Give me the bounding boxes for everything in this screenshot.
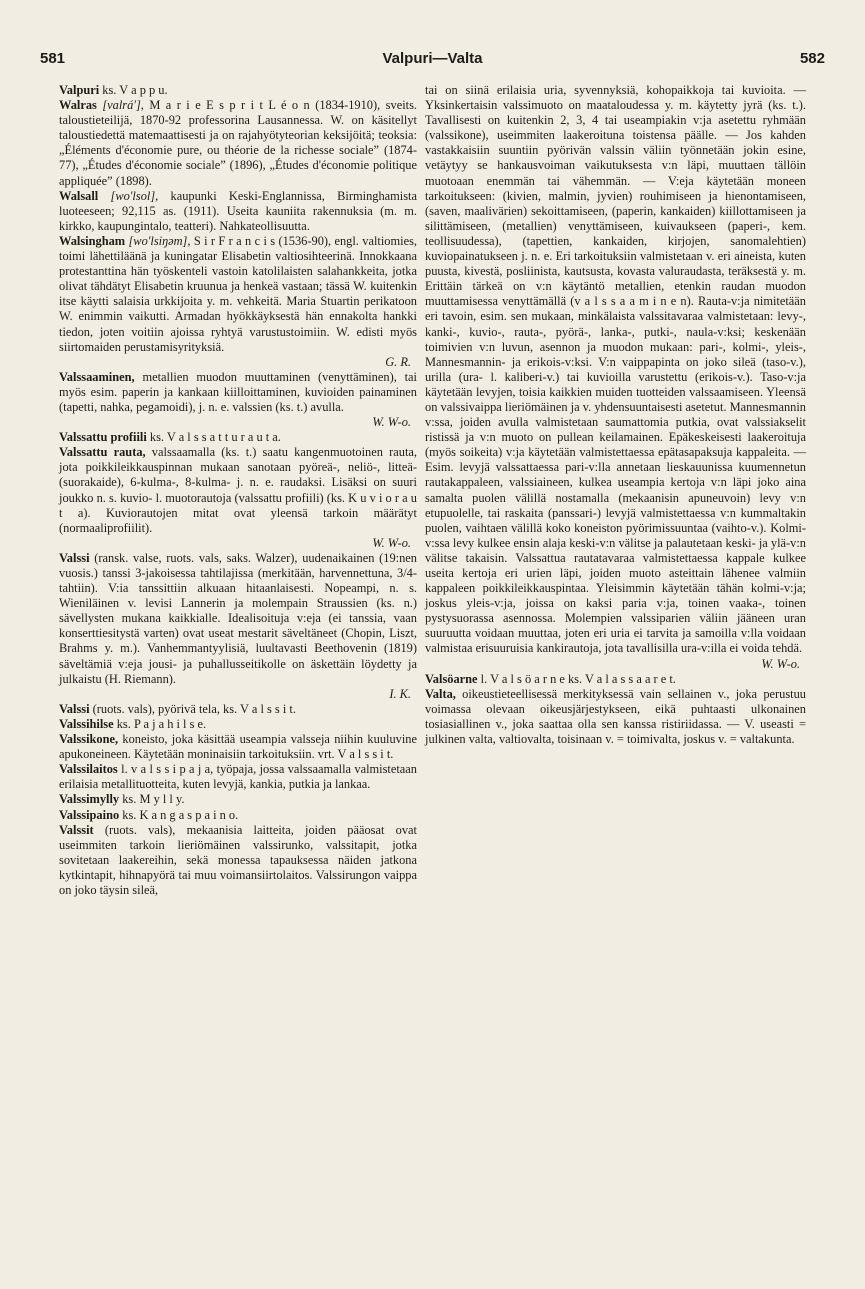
entry-headword: Valssattu profiili bbox=[59, 430, 147, 445]
entry-headword: Valssihilse bbox=[59, 716, 114, 731]
entry-text: metallien muodon muuttaminen (venyttäminen), tai myös esim. paperin ja kankaan kiilloittaminen, kuvioiden painaminen (tapetti, nahka, pegamoidi), j. n. e. valssien (ks. t.) avulla. bbox=[59, 369, 417, 414]
entry-text: ks. V a p p u. bbox=[99, 83, 168, 97]
page-number-left: 581 bbox=[40, 50, 66, 67]
entry-headword: Valssi bbox=[59, 550, 90, 565]
entry-author-signature: I. K. bbox=[389, 686, 411, 701]
encyclopedia-entry bbox=[59, 717, 417, 732]
entry-headword: Valssikone, bbox=[59, 732, 119, 747]
page-number-right: 582 bbox=[799, 50, 825, 67]
entry-text: l. V a l s ö a r n e ks. V a l a s s a a r e t. bbox=[477, 671, 676, 686]
entry-headword: Valssattu rauta, bbox=[59, 445, 146, 460]
encyclopedia-entry bbox=[59, 445, 417, 551]
entry-text: valssaamalla (ks. t.) saatu kangenmuotoinen rauta, jota poikkileikkauspinnan mukaan sanotaan pyöreä-, neliö-, litteä- (suorakaide), 6-kulma-, 8-kulma- j. n. e. raudaksi. Lisäksi on suuri joukko n. s. kuvio- l. muotorautoja (valssattu profiili) (ks. K u v i o r a u t a). Kuviorautojen mitat ovat yleensä tarkoin määrätyt (normaaliprofiilit). bbox=[59, 445, 417, 535]
entry-headword: Valpuri bbox=[59, 83, 100, 97]
entry-headword: Valssit bbox=[59, 822, 94, 837]
encyclopedia-entry bbox=[425, 687, 806, 747]
entry-text: ks. V a l s s a t t u r a u t a. bbox=[146, 430, 281, 445]
entry-headword: Valsöarne bbox=[425, 671, 478, 686]
encyclopedia-entry bbox=[59, 370, 417, 430]
encyclopedia-entry bbox=[59, 808, 417, 823]
entry-text: (ruots. vals), mekaanisia laitteita, joiden pääosat ovat useimmiten tarkoin lieriömäinen valssirunko, valssitapit, jotka sovitetaan laakereihin, sekä monessa tapauksessa näiden jatkona kytkintapit, hihnapyörä tai muu voimansiirtolaitos. Valssirungon vaippa on joko täysin sileä, bbox=[59, 822, 417, 897]
running-title: Valpuri—Valta bbox=[382, 50, 483, 67]
encyclopedia-entry bbox=[59, 823, 417, 898]
left-column bbox=[59, 83, 417, 898]
entry-headword: Valssaaminen, bbox=[59, 369, 135, 384]
encyclopedia-entry bbox=[59, 762, 417, 792]
entry-text: M a r i e E s p r i t L é o n (1834-1910), sveits. taloustieteilijä, 1870-92 professorina Lausannessa. W. on käsitellyt taloustiedettä matemaattisesti ja on rajahyötyteorian keksijöitä; teoksia: „Éléments d'économie pure, ou théorie de la richesse sociale” (1874-77), „Études d'économie sociale” (1896), „Études d'économie politique appliquée” (1898). bbox=[59, 98, 417, 188]
entry-headword: Valssilaitos bbox=[59, 762, 118, 777]
entry-pronunciation: [wo'lsol], bbox=[98, 188, 159, 203]
entry-headword: Valssipaino bbox=[59, 807, 120, 822]
encyclopedia-entry bbox=[425, 83, 806, 672]
entry-text: ks. P a j a h i l s e. bbox=[113, 716, 207, 731]
entry-headword: Valta, bbox=[425, 686, 456, 701]
encyclopedia-entry bbox=[59, 234, 417, 370]
entry-author-signature: W. W-o. bbox=[372, 535, 411, 550]
right-column bbox=[425, 83, 806, 747]
entry-text: ks. K a n g a s p a i n o. bbox=[119, 807, 239, 822]
encyclopedia-entry bbox=[59, 430, 417, 445]
entry-text: kaupunki Keski-Englannissa, Birminghamista luoteeseen; 92,115 as. (1911). Useita kauniita rakennuksia (m. m. kirkko, kaupungintalo, teatteri). Nahkateollisuutta. bbox=[59, 188, 417, 233]
entry-text: koneisto, joka käsittää useampia valsseja niihin kuuluvine apukoneineen. Käytetään moninaisiin tarkoituksiin. vrt. V a l s s i t. bbox=[59, 732, 417, 762]
entry-text: (ransk. valse, ruots. vals, saks. Walzer), uudenaikainen (19:nen vuosis.) tanssi 3-jakoisessa tahtilajissa (merkitään, harvennettuna, 3/4-tahtiin). V:ia tanssittiin alkuaan hitaanlaisesti. Nopeampi, n. s. Wieniläinen v. levisi Lannerin ja molempain Straussien (ks. n.) sävellysten mukana kaikkialle. Idealisoituja v:eja (ei tanssia, vaan konserttiesitystä varten) ovat useat mestarit säveltäneet (Chopin, Liszt, Brahms y. m.). Vanhemmantyylisiä, luultavasti Beethovenin (1819) säveltämiä v:eja jousi- ja puhallusseitikolle on äskettäin löydetty ja julkaistu (H. Riemann). bbox=[59, 550, 417, 686]
entry-headword: Valssimylly bbox=[59, 792, 120, 807]
entry-author-signature: W. W-o. bbox=[761, 656, 800, 671]
entry-text: oikeustieteellisessä merkityksessä vain sellainen v., joka perustuu voimassa olevaan oikeusjärjestykseen, eikä puhtaasti ulkonainen tosiasiallinen v., joka saattaa olla sen kanssa ristiriidassa. — V. useasti = julkinen valta, valtiovalta, toisinaan v. = toimivalta, joskus v. = valtakunta. bbox=[425, 686, 806, 747]
entry-author-signature: G. R. bbox=[385, 354, 411, 369]
encyclopedia-entry bbox=[59, 189, 417, 234]
entry-text: (ruots. vals), pyörivä tela, ks. V a l s s i t. bbox=[89, 701, 296, 716]
encyclopedia-entry bbox=[425, 672, 806, 687]
encyclopedia-entry bbox=[59, 732, 417, 762]
entry-text: S i r F r a n c i s (1536-90), engl. valtiomies, toimi lähettiläänä ja kuningatar Elisabetin valtiosihteerinä. Innokkaana protestanttina hän työskenteli vastoin katolilaisten salahankkeita, jotka olivat tähdätyt Elisabetin kruunua ja henkeä vastaan; tässä W. kuitenkin itse käytti salaisia urkkijoita y. m. vehkeitä. Maria Stuartin perikatoon W. enimmin vaikutti. Armadan hyökkäyksestä hän ennakolta hankki tiedon, joten voitiin ajoissa ryhtyä varustustoimiin. W. edisti myös siirtomaiden perustamisyrityksiä. bbox=[59, 233, 417, 354]
page-header bbox=[40, 50, 825, 74]
entry-text: tai on siinä erilaisia uria, syvennyksiä, kohopaikkoja tai kuvioita. — Yksinkertaisin valssimuoto on maataloudessa y. m. käytetty jyrä (ks. t.). Tavallisesti on kuitenkin 2, 3, 4 tai useampiakin v:ja asetettu ryhmään (valssikone), useimmiten laakeroituna toistensa päälle. — Jos kahden vastakkaisiin suuntiin pyörivän valssin väliin työnnetään jokin esine, vetäytyy se hankausvoiman vaikutuksesta v:n läpi, muuttaen tällöin muotoaan enemmän tai vähemmän. — V:eja käytetään moneen tarkoitukseen: (kivien, malmin, jyvien) rouhimiseen ja hienontamiseen, (saven, maalivärien) sekoittamiseen, (paperin, kankaiden) kiillottamiseen ja silittämiseen, (metallien) venyttämiseen, kuivaukseen (paperi-, kem. teollisuudessa), (tapettien, kankaiden, kirjojen, sanomalehtien) kuviopainatukseen j. n. e. Eri tarkoituksiin valmistetaan v. eri aineista, kuten puusta, kivestä, posliinista, kautsusta, kovasta valuraudasta, teräksestä y. m. Erittäin tärkeä on v:n käytäntö metallien, etenkin raudan muodon muuttamisessa venyttämällä (v a l s s a a m i n e n). Rauta-v:ja nimitetään eri tavoin, esim. sen mukaan, minkälaista valssitavaraa valmistetaan: levy-, kanki-, kuvio-, rauta-, pyörä-, lanka-, putki-, naula-v:ksi; keskenään toimivien v:n luvun, asennon ja muodon mukaan: pari-, kolmi-, yleis-, Mannesmannin- ja erikois-v:ksi. V:n vaippapinta on joko sileä (taso-v.), urilla (ura- l. kaliberi-v.) tai kuvioilla varustettu (erikois-v.). Taso-v:ja käytetään levyjen, toisia kaikkien muiden tuotteiden valssaamiseen. Yleensä on valssivaippa lieriömäinen ja v. yhdensuuntaisesti asetetut. Mannesmannin v:ssa, joiden avulla valmistetaan saumattomia putkia, ovat valssiakselit ristissä ja v:n muoto on pullean keilamainen. Epäkeskeisesti laakeroituja (myös soikeita) v:ja käytetään valmistettaessa epätasapaksuja kappaleita. — Esim. levyjä valssattaessa pari-v:lla annetaan lieskauunissa kuumennetun rautakappaleen, valssiaineen, kulkea useampia kertoja v:n läpi joko aina samalta puolen välillä nostamalla (mekaanisin apuneuvoin) levy v:n etupuolelle, tai raskaita (panssari-) levyjä valmistettaessa v:n kummaltakin puolen, vaihtaen välillä koko koneiston pyörimissuuntaa (vaihto-v.). Kolmi-v:ssa levy kulkee ensin alaja keski-v:n välitse ja palautetaan keski- ja ylä-v:n välitse takaisin. Valssattua rautatavaraa valmistettaessa kappale kulkee useita kertoja eri urien läpi, joiden muoto asteittain lähenee valmiin kappaleen poikkileikkauspintaa. Yleisimmin käytetään tähän kolmi-v:ja; joskus yleis-v:ja, joissa on kaksi paria v:ja, toinen vaaka-, toinen pystysuorassa asennossa. Molempien valssiparien väliin jääneen uran suuruutta voidaan muuttaa, joten eri uria ei tarvita ja samoilla v:lla voidaan valmistaa erisuuruisia kankirautoja, jota tavallisilla ura-v:illa ei voida tehdä. bbox=[425, 83, 806, 656]
encyclopedia-entry bbox=[59, 551, 417, 702]
entry-headword: Valssi bbox=[59, 701, 90, 716]
entry-headword: Walras bbox=[59, 98, 97, 113]
encyclopedia-entry bbox=[59, 702, 417, 717]
entry-pronunciation: [wo'lsiŋəm], bbox=[125, 233, 191, 248]
entry-headword: Walsall bbox=[59, 188, 99, 203]
entry-author-signature: W. W-o. bbox=[372, 415, 411, 430]
entry-text: l. v a l s s i p a j a, työpaja, jossa valssaamalla valmistetaan erilaisia metallituotteita, kuten levyjä, kankia, putkia ja lankaa. bbox=[59, 762, 417, 792]
encyclopedia-entry bbox=[59, 83, 417, 98]
entry-text: ks. M y l l y. bbox=[119, 792, 185, 807]
encyclopedia-entry bbox=[59, 98, 417, 189]
entry-pronunciation: [valrá'], bbox=[96, 98, 144, 113]
encyclopedia-entry bbox=[59, 792, 417, 807]
entry-headword: Walsingham bbox=[59, 233, 126, 248]
